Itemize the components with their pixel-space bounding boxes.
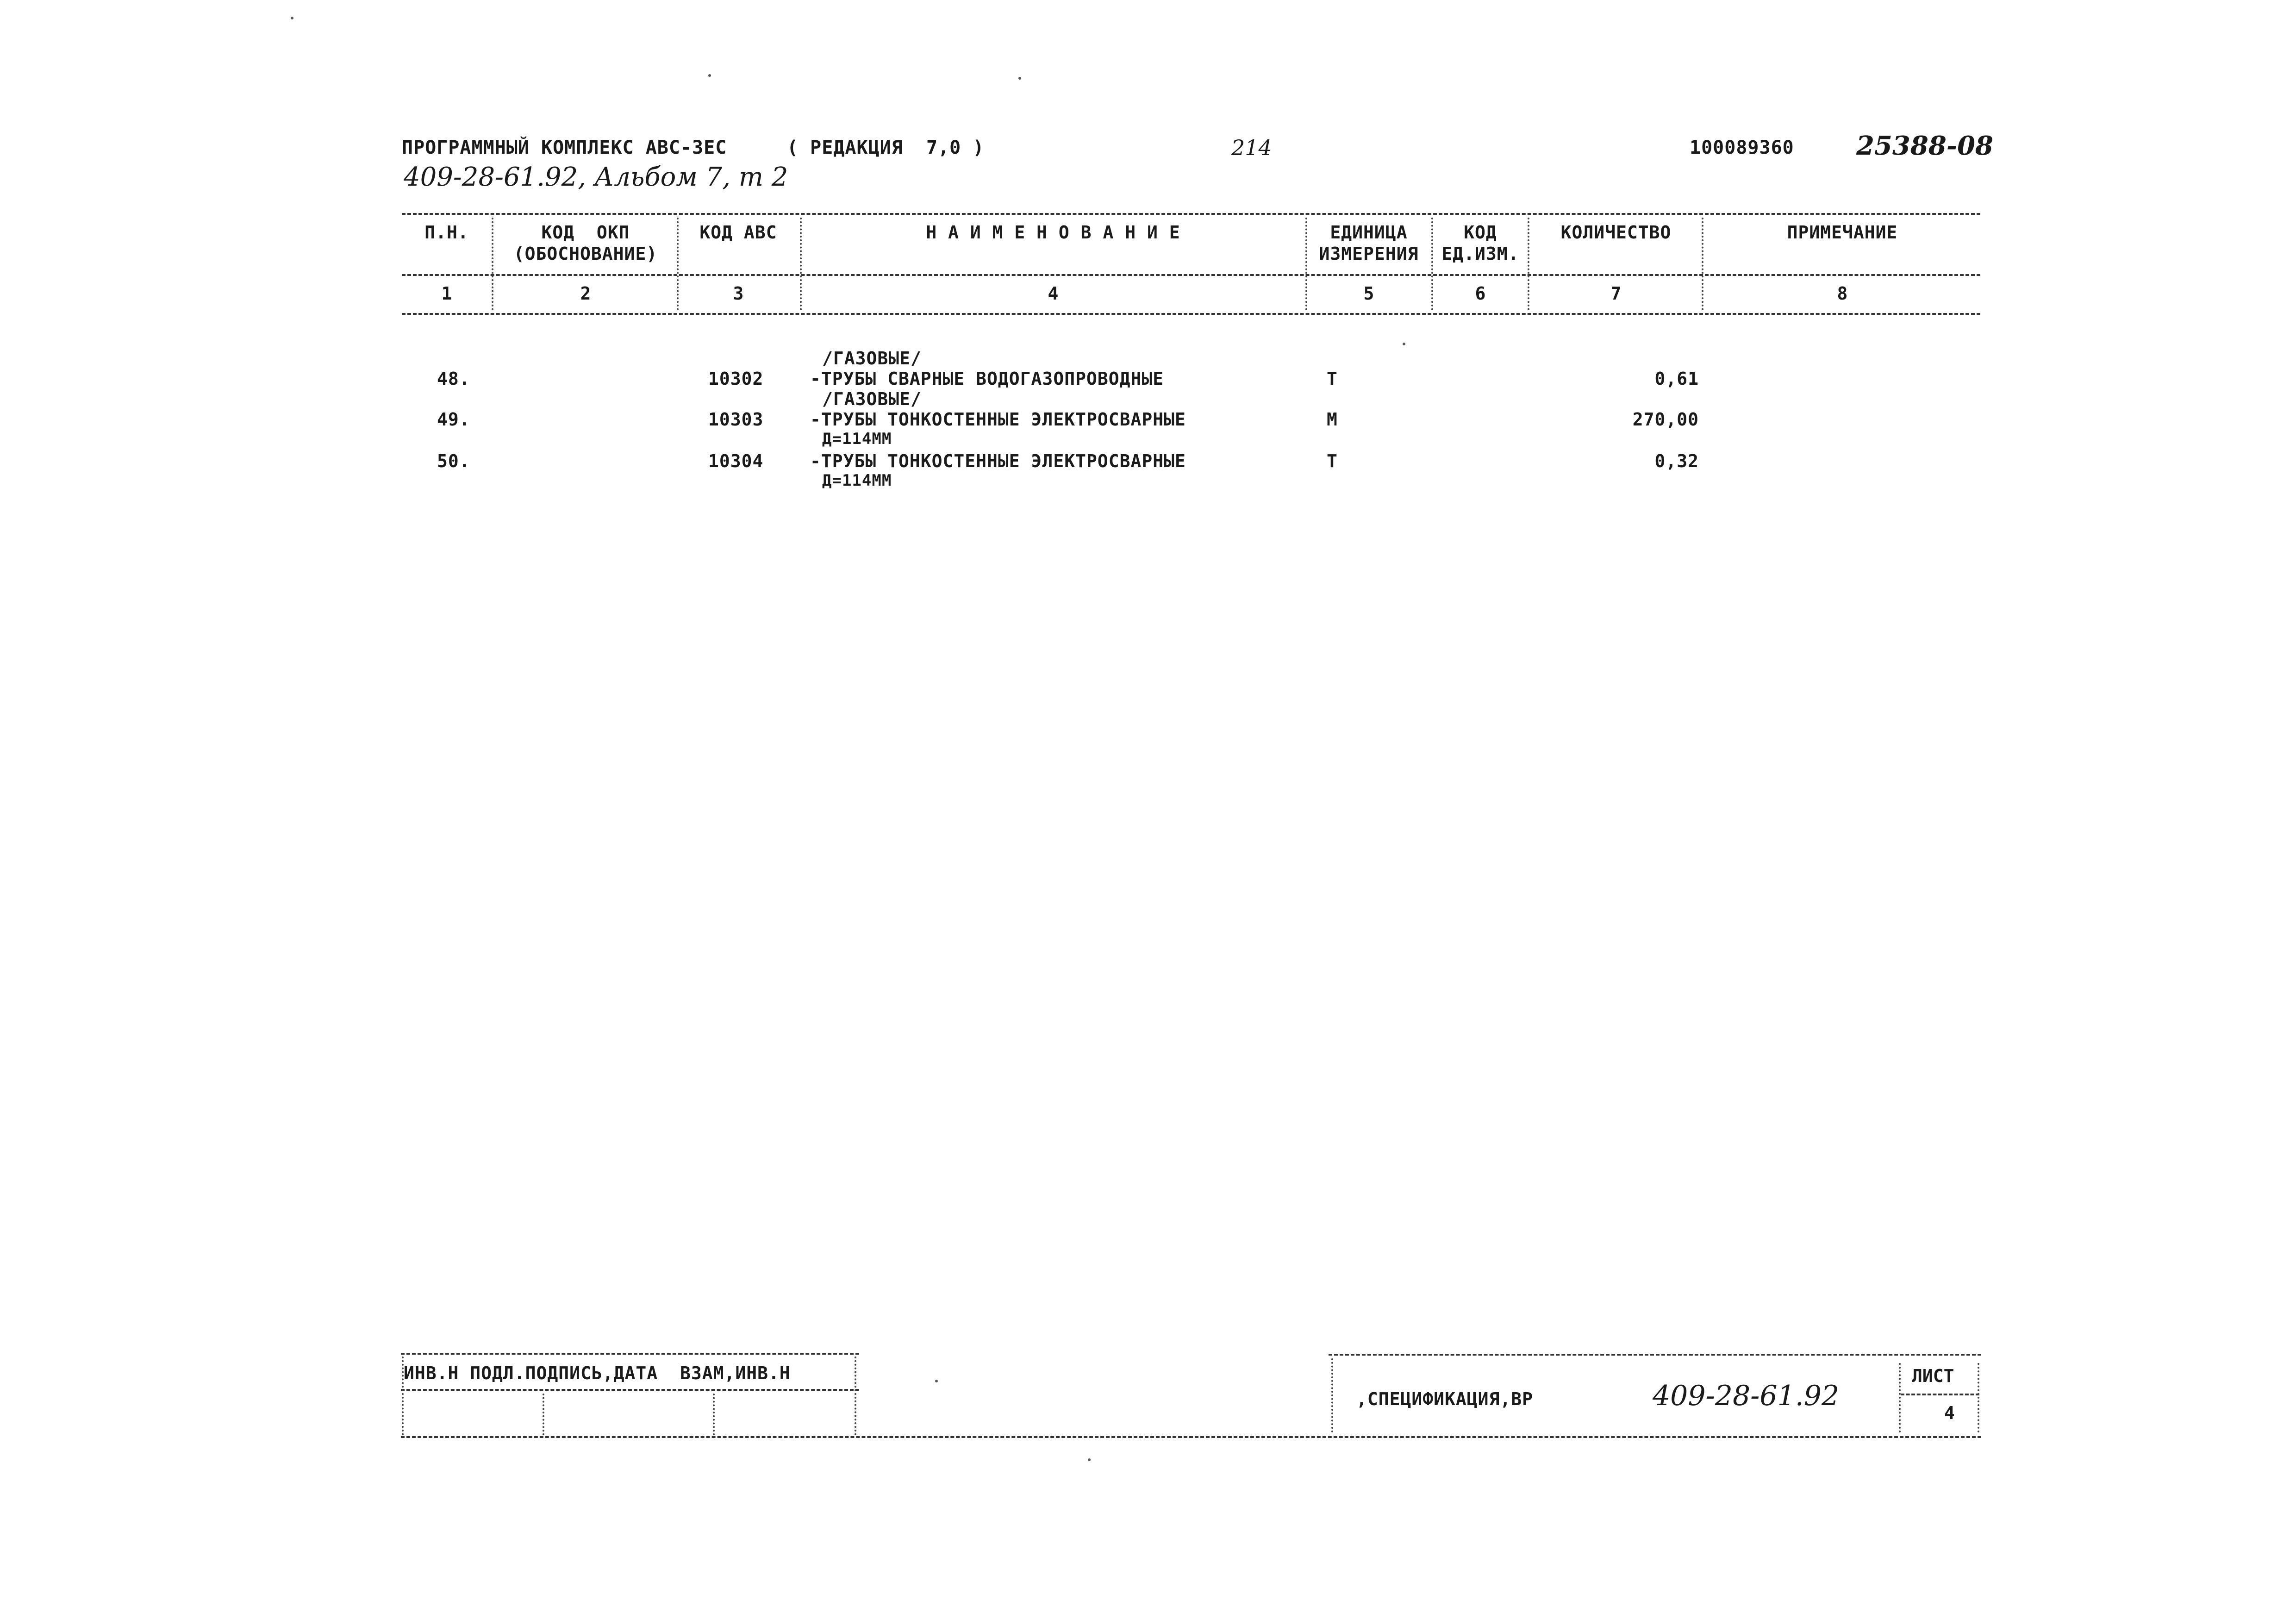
stamp-top-border	[401, 1353, 859, 1355]
col-separator	[800, 218, 802, 310]
row-name: -ТРУБЫ ТОНКОСТЕННЫЕ ЭЛЕКТРОСВАРНЫЕ	[810, 451, 1186, 471]
stamp-separator	[543, 1394, 544, 1435]
col-head-note: ПРИМЕЧАНИЕ	[1787, 222, 1898, 243]
spec-top-border	[1329, 1354, 1981, 1356]
edition-label: ( РЕДАКЦИЯ 7,0 )	[787, 137, 985, 158]
table-top-border	[402, 213, 1980, 215]
row-pn: 49.	[437, 409, 470, 430]
scan-speck	[1088, 1458, 1091, 1461]
handwritten-code: 25388-08	[1856, 131, 1993, 161]
sheet-divider	[1901, 1394, 1979, 1395]
stamp-divider	[401, 1389, 859, 1391]
spec-document-number: 409-28-61.92	[1653, 1380, 1840, 1412]
col-head-okp-sub: (ОБОСНОВАНИЕ)	[513, 244, 658, 264]
col-num-6: 6	[1475, 283, 1486, 304]
row-quantity: 270,00	[1632, 409, 1699, 430]
scan-speck	[708, 74, 711, 77]
col-num-3: 3	[733, 283, 744, 304]
col-separator	[1528, 218, 1529, 310]
carry-over-text: /ГАЗОВЫЕ/	[822, 348, 922, 369]
sheet-number: 4	[1944, 1403, 1955, 1423]
row-code-abc: 10303	[708, 409, 764, 430]
table-header-bottom	[402, 313, 1980, 315]
row-code-abc: 10304	[708, 451, 764, 471]
col-head-name: Н А И М Е Н О В А Н И Е	[926, 222, 1180, 243]
col-head-okp: КОД ОКП	[541, 222, 630, 243]
spec-separator	[1331, 1358, 1333, 1432]
row-quantity: 0,32	[1654, 451, 1699, 471]
album-reference: 409-28-61.92, Альбом 7, т 2	[404, 162, 788, 192]
scan-speck	[1018, 77, 1021, 80]
spec-separator	[1978, 1363, 1979, 1432]
col-head-abc: КОД АВС	[699, 222, 777, 243]
stamp-label: ИНВ.Н ПОДЛ.ПОДПИСЬ,ДАТА ВЗАМ,ИНВ.Н	[404, 1363, 791, 1383]
row-unit: М	[1327, 409, 1338, 430]
row-code-abc: 10302	[708, 369, 764, 389]
col-head-unit-sub: ИЗМЕРЕНИЯ	[1319, 244, 1419, 264]
row-unit: Т	[1327, 451, 1338, 471]
program-title: ПРОГРАММНЫЙ КОМПЛЕКС АВС-3ЕС	[402, 137, 727, 158]
row-pn: 48.	[437, 369, 470, 389]
stamp-separator	[402, 1357, 404, 1435]
col-head-unit-code-sub: ЕД.ИЗМ.	[1441, 244, 1519, 264]
col-separator	[1305, 218, 1307, 310]
row-pn: 50.	[437, 451, 470, 471]
table-header-divider	[402, 274, 1980, 276]
col-head-pn: П.Н.	[424, 222, 469, 243]
footer-bottom-border	[401, 1436, 1981, 1438]
spec-label: ,СПЕЦИФИКАЦИЯ,ВР	[1356, 1389, 1534, 1409]
row-name-cont: Д=114ММ	[822, 471, 892, 490]
col-separator	[492, 218, 493, 310]
row-name: -ТРУБЫ СВАРНЫЕ ВОДОГАЗОПРОВОДНЫЕ	[810, 369, 1164, 389]
row-unit: Т	[1327, 369, 1338, 389]
col-separator	[1431, 218, 1433, 310]
col-num-2: 2	[580, 283, 591, 304]
col-separator	[1702, 218, 1703, 310]
col-head-unit: ЕДИНИЦА	[1330, 222, 1408, 243]
row-name: -ТРУБЫ ТОНКОСТЕННЫЕ ЭЛЕКТРОСВАРНЫЕ	[810, 409, 1186, 430]
row-name-cont: Д=114ММ	[822, 430, 892, 448]
col-head-quantity: КОЛИЧЕСТВО	[1560, 222, 1672, 243]
scan-speck	[1403, 343, 1405, 345]
row-name-cont: /ГАЗОВЫЕ/	[822, 389, 922, 409]
col-num-7: 7	[1610, 283, 1622, 304]
row-quantity: 0,61	[1654, 369, 1699, 389]
stamp-separator	[855, 1357, 856, 1435]
col-num-4: 4	[1048, 283, 1059, 304]
col-head-unit-code: КОД	[1464, 222, 1497, 243]
col-num-5: 5	[1363, 283, 1374, 304]
col-separator	[677, 218, 679, 310]
document-code: 100089360	[1690, 137, 1794, 158]
spec-separator	[1899, 1363, 1901, 1432]
stamp-separator	[713, 1394, 715, 1435]
scan-speck	[291, 17, 293, 19]
col-num-8: 8	[1837, 283, 1848, 304]
sheet-label: ЛИСТ	[1912, 1366, 1954, 1386]
scan-speck	[935, 1380, 938, 1382]
col-num-1: 1	[441, 283, 452, 304]
page-number: 214	[1231, 135, 1272, 160]
